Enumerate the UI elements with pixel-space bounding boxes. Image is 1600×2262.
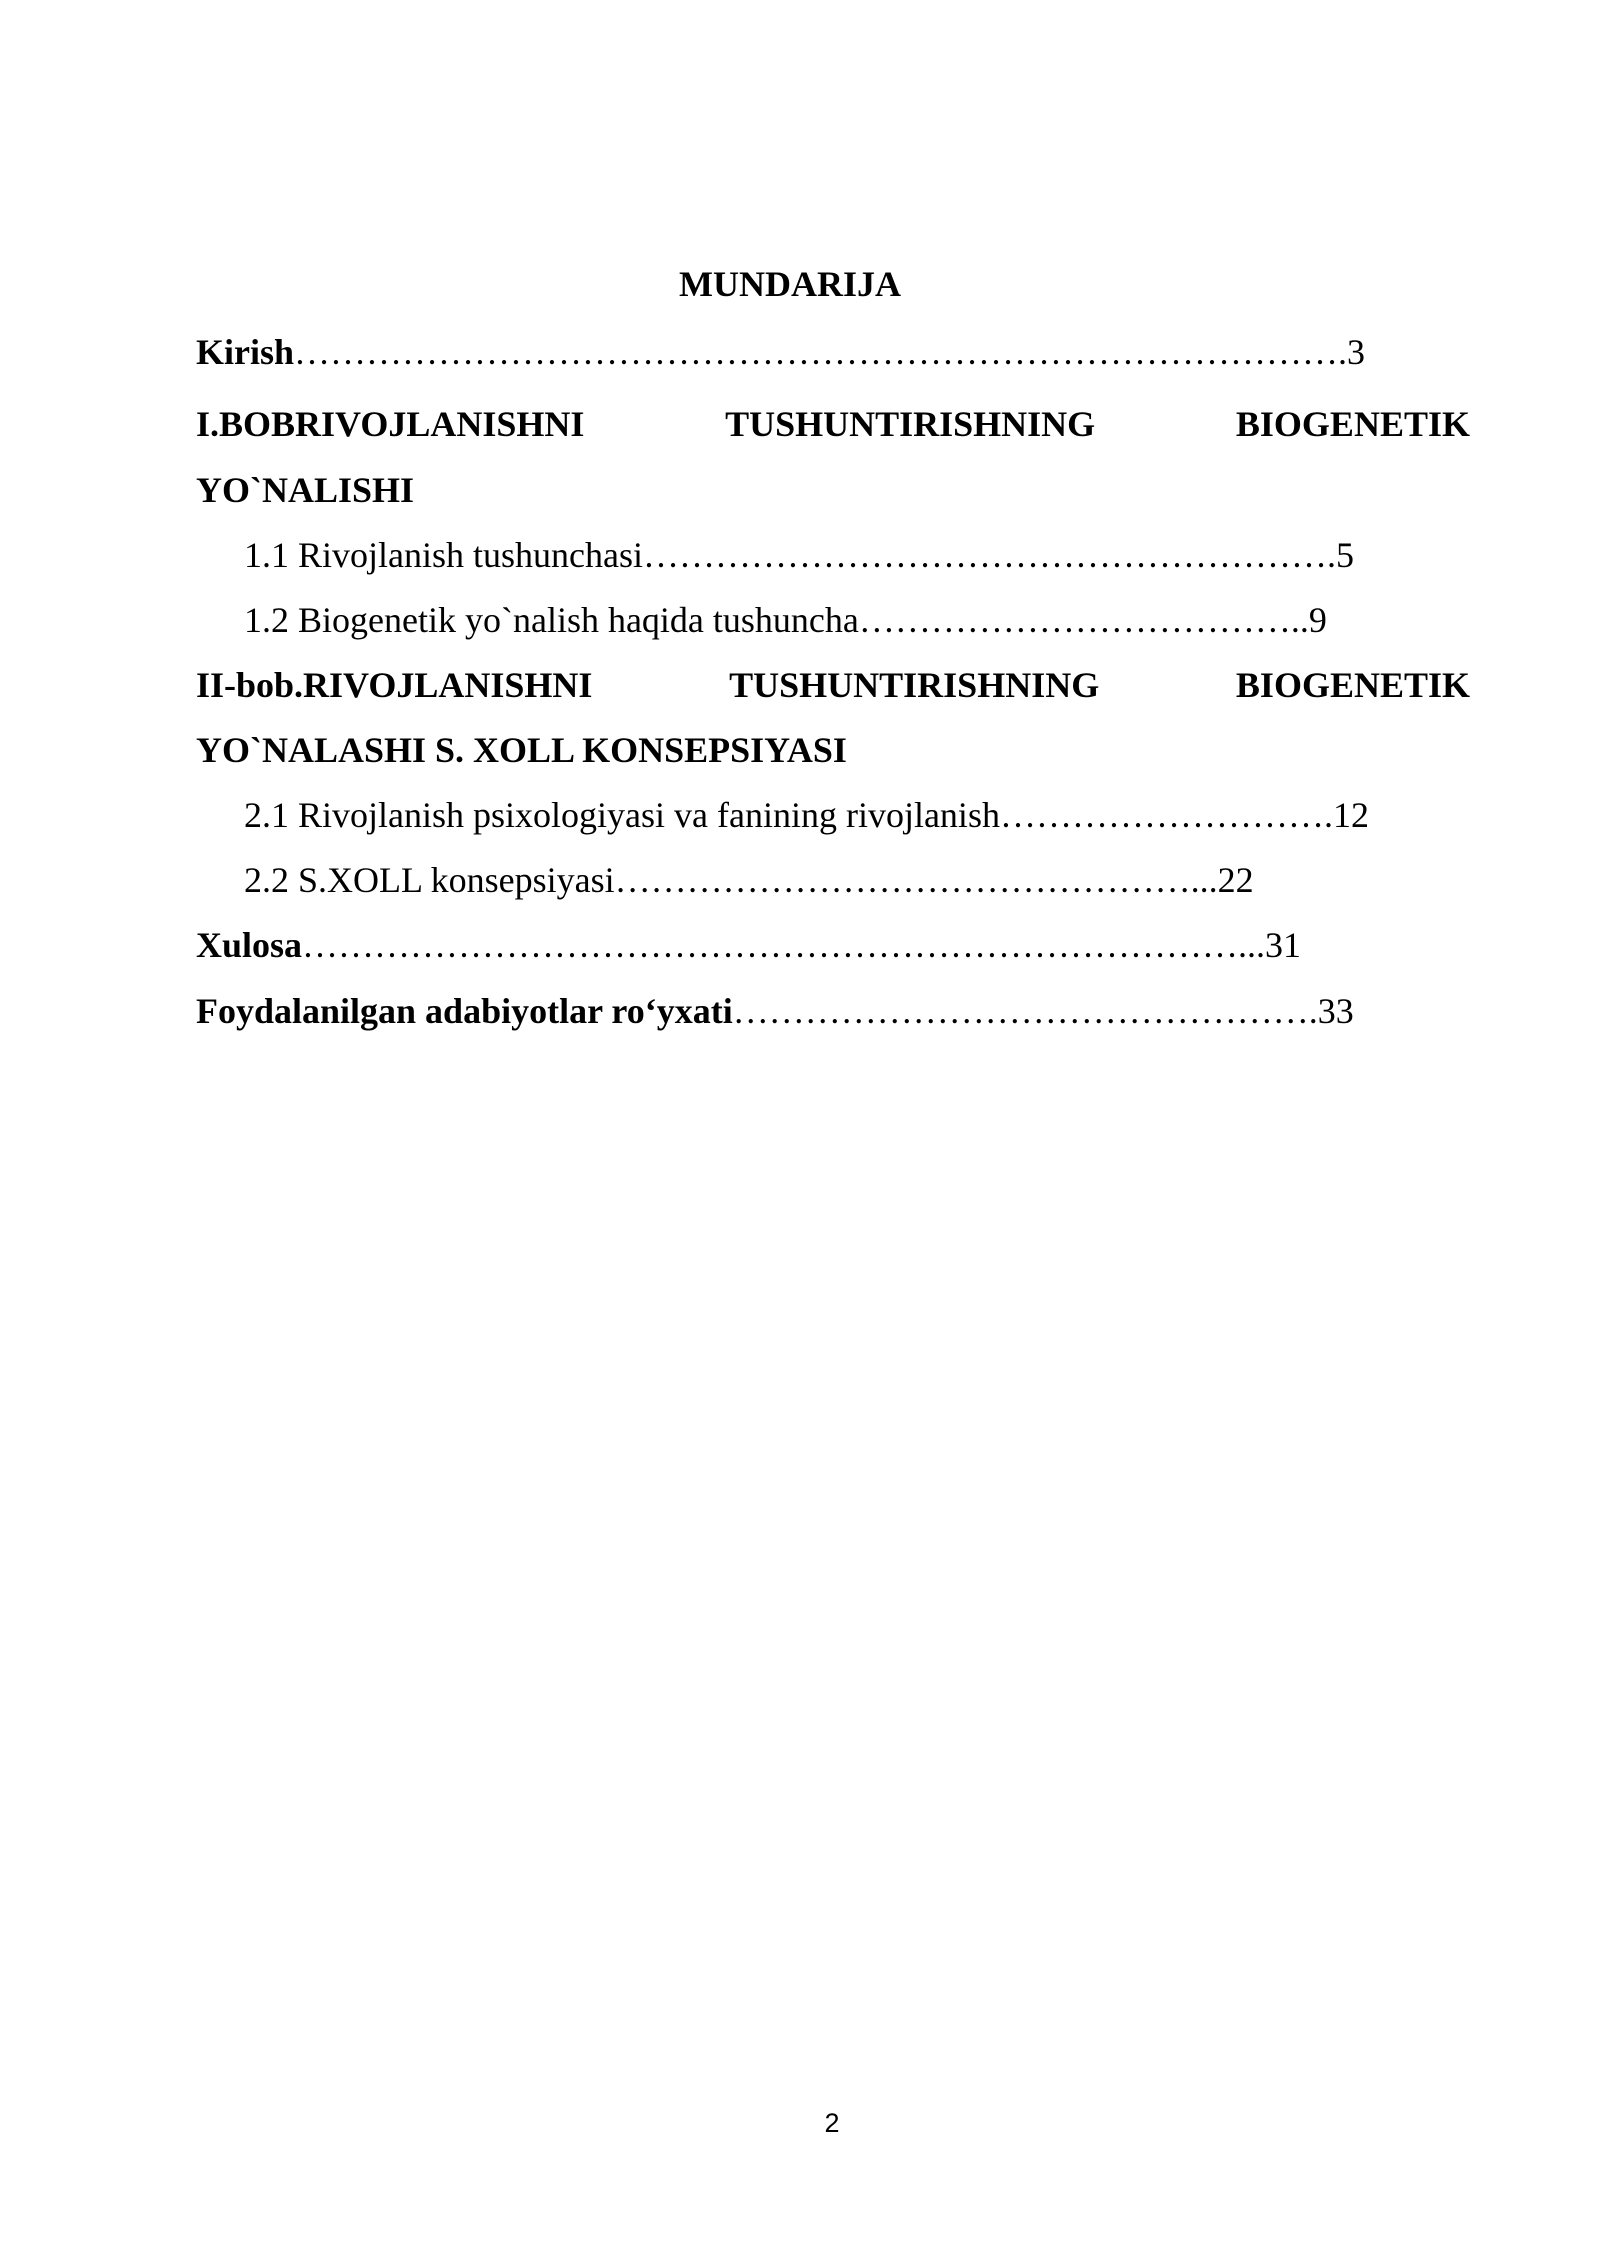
toc-leader-dots: …………………………………………...	[614, 860, 1218, 900]
toc-page-number: 5	[1336, 535, 1354, 575]
toc-page-number: 3	[1347, 332, 1366, 372]
toc-entry-1-2	[244, 594, 1327, 646]
toc-entry-conclusion	[196, 919, 1301, 971]
toc-entry-label: Kirish	[196, 332, 295, 372]
toc-chapter-word: BIOGENETIK	[1235, 665, 1470, 705]
toc-chapter-word: TUSHUNTIRISHNING	[729, 665, 1100, 705]
toc-leader-dots: ………………………………..	[858, 600, 1309, 640]
toc-chapter-2-heading-cont: YO`NALASHI S. XOLL KONSEPSIYASI	[196, 730, 847, 770]
toc-leader-dots: ………………………………………….	[732, 991, 1318, 1031]
toc-chapter-word: II-bob.RIVOJLANISHNI	[196, 665, 593, 705]
toc-leader-dots: ……………………….	[999, 795, 1333, 835]
toc-entry-intro	[196, 326, 1365, 378]
toc-entry-references	[196, 985, 1354, 1037]
toc-title: MUNDARIJA	[679, 264, 901, 304]
toc-entry-label: 1.1 Rivojlanish tushunchasi	[244, 535, 643, 575]
toc-entry-label: 2.2 S.XOLL konsepsiyasi	[244, 860, 615, 900]
toc-chapter-word: BIOGENETIK	[1235, 404, 1470, 444]
toc-leader-dots: …………………………………………………………………………….	[294, 332, 1348, 372]
toc-chapter-1-heading	[196, 398, 1470, 450]
toc-chapter-word: I.BOBRIVOJLANISHNI	[196, 404, 585, 444]
page-number: 2	[824, 2108, 840, 2138]
toc-page-number: 12	[1332, 795, 1369, 835]
toc-entry-2-1	[244, 789, 1369, 841]
toc-entry-2-2	[244, 854, 1254, 906]
toc-page-number: 31	[1265, 925, 1302, 965]
toc-entry-label: Xulosa	[196, 925, 303, 965]
toc-chapter-1-heading-cont: YO`NALISHI	[196, 470, 415, 510]
toc-entry-label: 1.2 Biogenetik yo`nalish haqida tushuncha	[244, 600, 859, 640]
toc-entry-label: 2.1 Rivojlanish psixologiyasi va fanining rivojlanish	[244, 795, 1000, 835]
toc-leader-dots: ……………………………………………………………………...	[302, 925, 1266, 965]
toc-entry-1-1	[244, 529, 1354, 581]
toc-chapter-2-heading	[196, 659, 1470, 711]
toc-page-number: 22	[1217, 860, 1254, 900]
toc-chapter-word: TUSHUNTIRISHNING	[725, 404, 1096, 444]
toc-entry-label: Foydalanilgan adabiyotlar ro‘yxati	[196, 991, 733, 1031]
toc-leader-dots: ………………………………………………….	[643, 535, 1336, 575]
toc-page-number: 33	[1317, 991, 1354, 1031]
toc-page-number: 9	[1308, 600, 1327, 640]
